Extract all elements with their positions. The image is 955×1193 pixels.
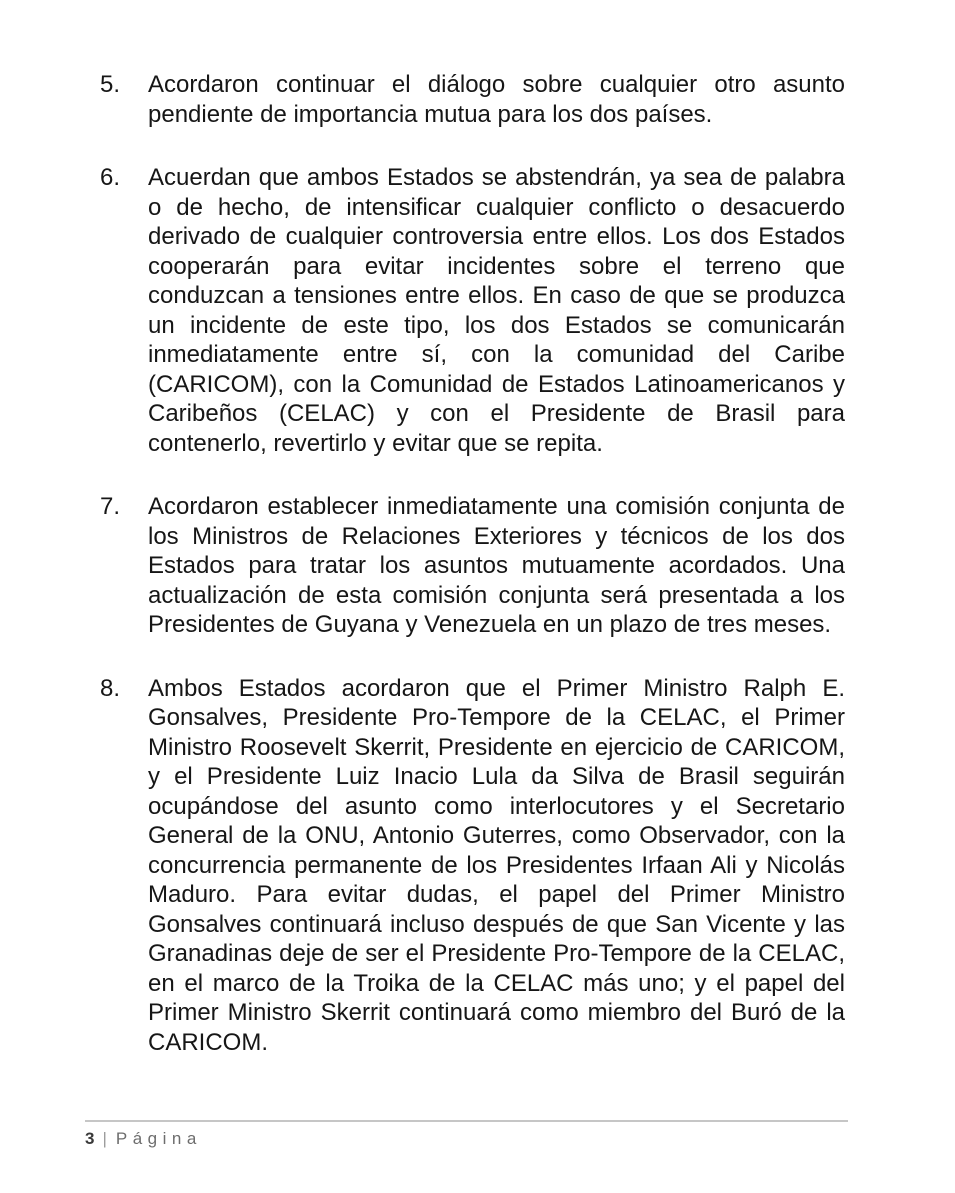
list-item-8 bbox=[100, 674, 845, 1058]
footer-label: Página bbox=[115, 1129, 202, 1148]
page-number: 3 bbox=[85, 1129, 97, 1148]
paragraph-text: Acuerdan que ambos Estados se abstendrán, ya sea de palabra o de hecho, de intensificar cualquier conflicto o desacuerdo derivado de cualquier controversia entre ellos. Los dos Estados cooperarán para evitar incidentes sobre el terreno que conduzcan a tensiones entre ellos. En caso de que se produzca un incidente de este tipo, los dos Estados se comunicarán inmediatamente entre sí, con la comunidad del Caribe (CARICOM), con la Comunidad de Estados Latinoamericanos y Caribeños (CELAC) y con el Presidente de Brasil para contenerlo, revertirlo y evitar que se repita. bbox=[148, 164, 845, 457]
paragraph-text: Acordaron establecer inmediatamente una comisión conjunta de los Ministros de Relaciones Exteriores y técnicos de los dos Estados para tratar los asuntos mutuamente acordados. Una actualización de esta comisión conjunta será presentada a los Presidentes de Guyana y Venezuela en un plazo de tres meses. bbox=[148, 493, 845, 638]
list-item-5 bbox=[100, 70, 845, 129]
list-item-number: 6. bbox=[100, 164, 121, 191]
footer-divider bbox=[85, 1120, 848, 1122]
paragraph-text: Acordaron continuar el diálogo sobre cualquier otro asunto pendiente de importancia mutua para los dos países. bbox=[148, 71, 845, 128]
paragraph-text: Ambos Estados acordaron que el Primer Ministro Ralph E. Gonsalves, Presidente Pro-Tempore de la CELAC, el Primer Ministro Roosevelt Skerrit, Presidente en ejercicio de CARICOM, y el Presidente Luiz Inacio Lula da Silva de Brasil seguirán ocupándose del asunto como interlocutores y el Secretario General de la ONU, Antonio Guterres, como Observador, con la concurrencia permanente de los Presidentes Irfaan Ali y Nicolás Maduro. Para evitar dudas, el papel del Primer Ministro Gonsalves continuará incluso después de que San Vicente y las Granadinas deje de ser el Presidente Pro-Tempore de la CELAC, en el marco de la Troika de la CELAC más uno; y el papel del Primer Ministro Skerrit continuará como miembro del Buró de la CARICOM. bbox=[148, 674, 845, 1056]
footer-text bbox=[85, 1129, 848, 1149]
list-item-number: 7. bbox=[100, 493, 121, 520]
page-footer bbox=[85, 1120, 848, 1149]
list-item-6 bbox=[100, 163, 845, 458]
list-item-7 bbox=[100, 492, 845, 640]
document-body bbox=[100, 70, 845, 1091]
list-item-number: 5. bbox=[100, 71, 121, 98]
list-item-number: 8. bbox=[100, 674, 121, 702]
footer-separator: | bbox=[102, 1129, 107, 1148]
